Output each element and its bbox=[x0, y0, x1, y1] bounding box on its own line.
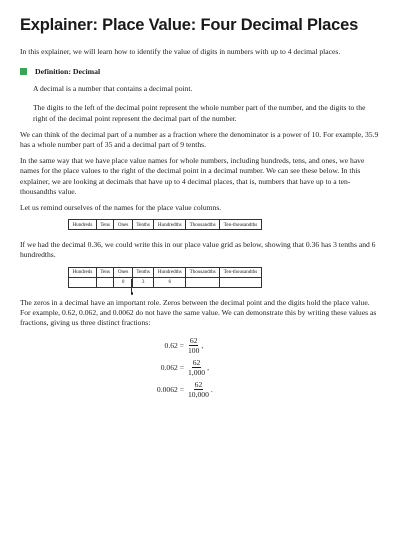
column-header: Ten-thousandths bbox=[220, 220, 262, 230]
equation-punctuation: . bbox=[210, 384, 213, 394]
numerator: 62 bbox=[192, 357, 201, 367]
column-header: Tenths bbox=[132, 267, 154, 277]
definition-paragraph-1: A decimal is a number that contains a decimal point. bbox=[33, 84, 193, 94]
grid-cell bbox=[69, 277, 97, 287]
column-header: Hundredths bbox=[154, 267, 186, 277]
column-header: Ones bbox=[114, 267, 132, 277]
green-square-icon bbox=[20, 68, 27, 75]
place-value-header-table bbox=[68, 219, 262, 230]
grid-cell-ones bbox=[114, 277, 132, 287]
zeros-paragraph: The zeros in a decimal have an important role. Zeros between the decimal point and the digits hold the place value. For example, 0.62, 0.062, and 0.0062 do not have the same value. We can demonstrate this by writing these values as fractions, giving us three distinct fractions: bbox=[20, 297, 377, 328]
page-title: Explainer: Place Value: Four Decimal Places bbox=[20, 16, 359, 34]
equation bbox=[20, 378, 380, 400]
equation-lhs: 0.0062 = bbox=[156, 384, 184, 394]
decimal-036-paragraph: If we had the decimal 0.36, we could write this in our place value grid as below, showing that 0.36 has 3 tenths and 6 hundredths. bbox=[20, 240, 376, 260]
fraction-paragraph: We can think of the decimal part of a number as a fraction where the denominator is a power of 10. For example, 35.9 has a whole number part of 35 and a decimal part of 9 tenths. bbox=[20, 129, 379, 150]
table-row bbox=[69, 220, 262, 230]
denominator: 1,000 bbox=[188, 367, 206, 377]
fraction-equations bbox=[20, 334, 380, 400]
place-value-grid bbox=[68, 267, 262, 288]
column-header: Ten-thousandths bbox=[220, 267, 262, 277]
denominator: 100 bbox=[188, 345, 200, 355]
grid-cell: 6 bbox=[154, 277, 186, 287]
equation bbox=[20, 334, 380, 356]
column-header: Hundredths bbox=[154, 220, 186, 230]
equation-lhs: 0.062 = bbox=[160, 362, 184, 372]
grid-cell bbox=[220, 277, 262, 287]
column-header: Tens bbox=[96, 267, 114, 277]
equation-punctuation: , bbox=[207, 362, 209, 372]
column-header: Tens bbox=[96, 220, 114, 230]
grid-cell: 3 bbox=[132, 277, 154, 287]
fraction bbox=[187, 380, 210, 399]
table-row bbox=[69, 267, 262, 277]
table-row bbox=[69, 277, 262, 287]
column-header: Tenths bbox=[132, 220, 154, 230]
column-header: Hundreds bbox=[69, 267, 97, 277]
numerator: 62 bbox=[189, 335, 198, 345]
place-names-paragraph: In the same way that we have place value names for whole numbers, including hundreds, tens, and ones, we have names for the place values to the right of the decimal point in a decimal number. We can see these below. In this explainer, we are looking at decimals that have up to 4 decimal places, that is, numbers that have up to a ten-thousandths value. bbox=[20, 156, 365, 196]
definition-paragraph-2: The digits to the left of the decimal point represent the whole number part of the number, and the digits to the right of the decimal point represent the decimal part of the number. bbox=[33, 103, 366, 123]
denominator: 10,000 bbox=[188, 389, 209, 399]
fraction bbox=[187, 336, 200, 355]
column-header: Ones bbox=[114, 220, 132, 230]
equation bbox=[20, 356, 380, 378]
definition-heading bbox=[20, 67, 380, 76]
equation-lhs: 0.62 = bbox=[164, 340, 184, 350]
column-header: Hundreds bbox=[69, 220, 97, 230]
fraction bbox=[187, 358, 206, 377]
definition-body bbox=[20, 84, 380, 124]
equation-punctuation: , bbox=[201, 340, 204, 350]
grid-cell bbox=[186, 277, 220, 287]
reminder-paragraph: Let us remind ourselves of the names for the place value columns. bbox=[20, 203, 222, 213]
numerator: 62 bbox=[194, 379, 203, 389]
grid-cell bbox=[96, 277, 114, 287]
intro-paragraph: In this explainer, we will learn how to identify the value of digits in numbers with up to 4 decimal places. bbox=[20, 47, 341, 56]
grid-cell-value: 0 bbox=[121, 279, 125, 286]
column-header: Thousandths bbox=[186, 220, 220, 230]
decimal-point-dot bbox=[131, 292, 133, 294]
definition-title: Definition: Decimal bbox=[35, 67, 101, 77]
column-header: Thousandths bbox=[186, 267, 220, 277]
